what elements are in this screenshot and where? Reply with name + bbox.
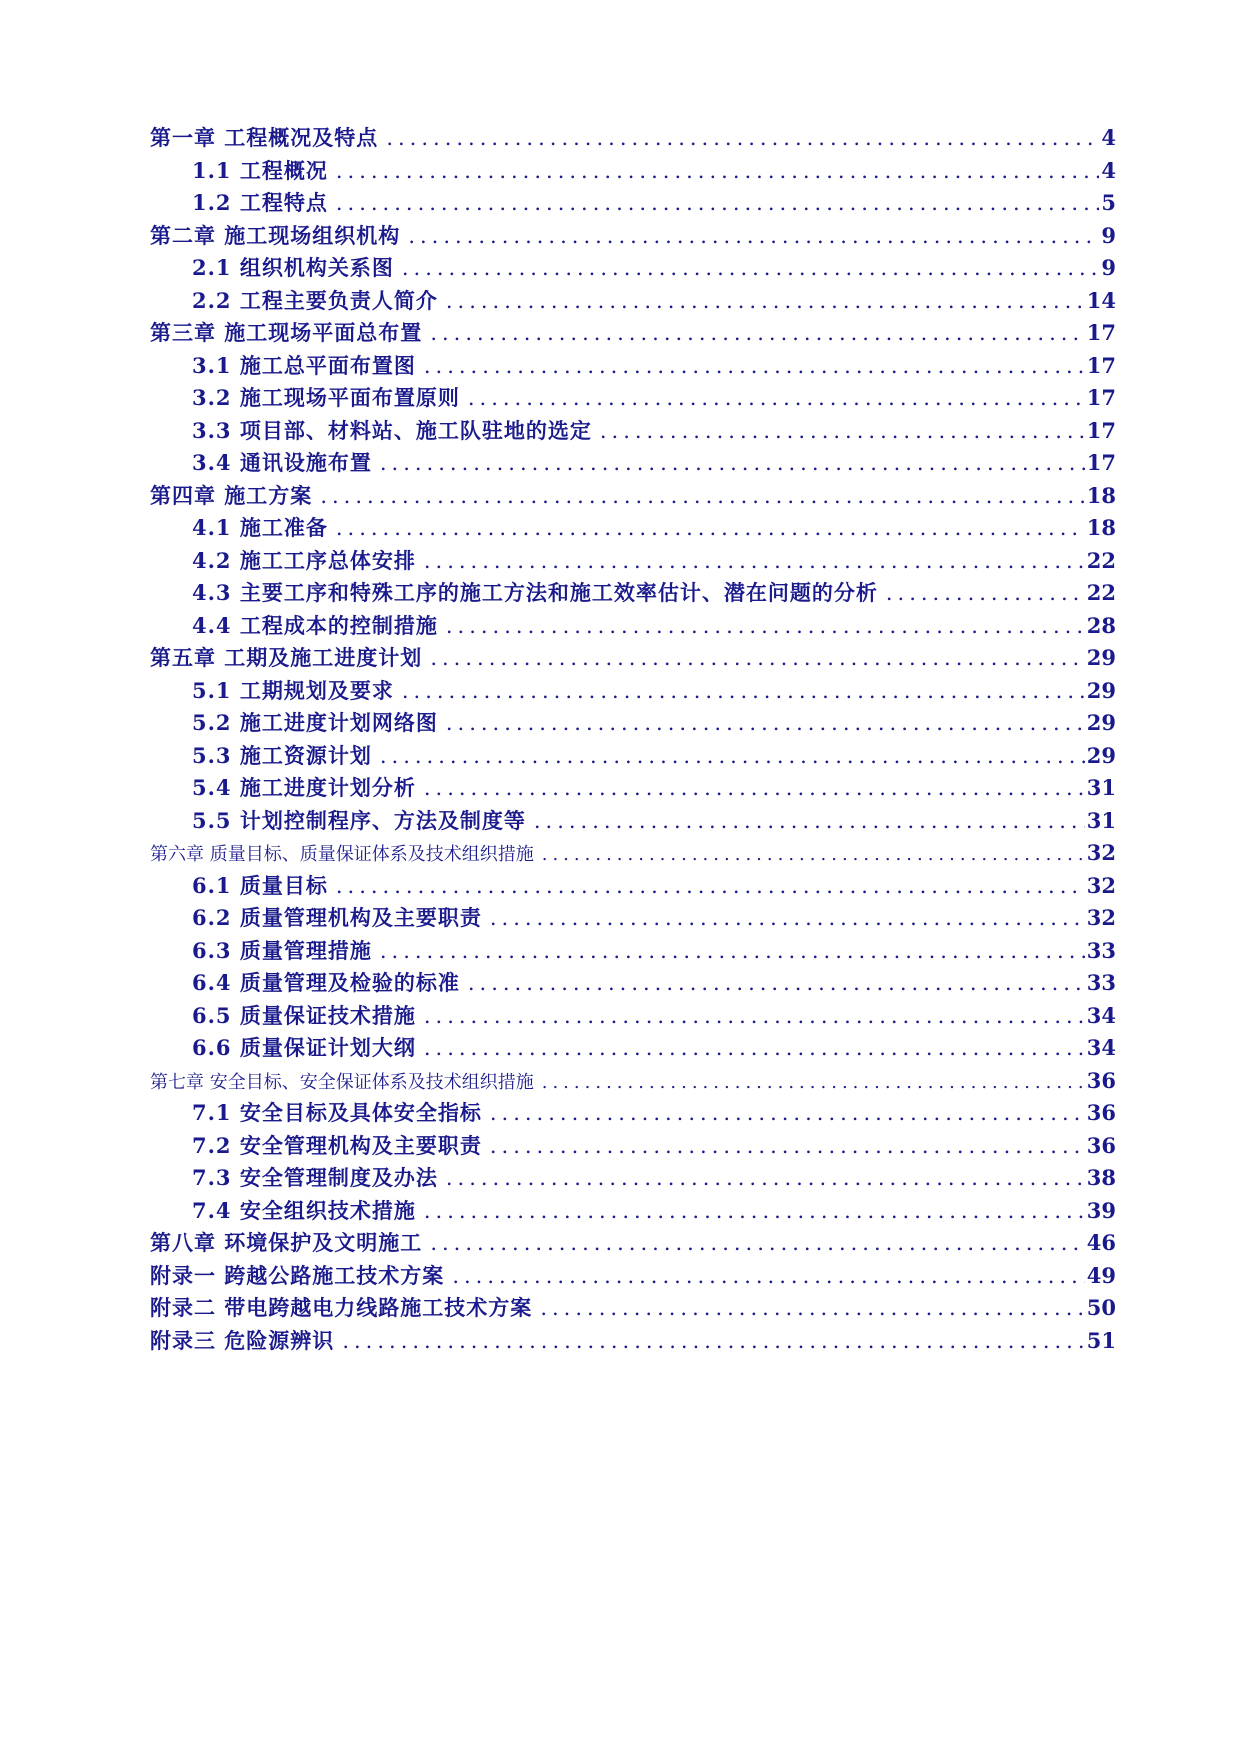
toc-page-number: 4: [1101, 157, 1116, 183]
toc-entry-title: 3.3 项目部、材料站、施工队驻地的选定: [192, 417, 592, 443]
toc-section-entry[interactable]: [150, 1162, 1116, 1195]
toc-entry-title: 4.1 施工准备: [192, 515, 328, 540]
toc-entry-title: 6.1 质量目标: [192, 872, 328, 898]
toc-dot-leader: [424, 1000, 1085, 1033]
toc-entry-title: 6.6 质量保证计划大纲: [192, 1035, 416, 1060]
toc-entry-title: 7.2 安全管理机构及主要职责: [192, 1132, 482, 1158]
toc-page-number: 33: [1086, 970, 1116, 995]
toc-section-entry[interactable]: [150, 512, 1116, 545]
toc-section-entry[interactable]: [150, 187, 1116, 220]
toc-page-number: 33: [1086, 937, 1116, 963]
toc-dot-leader: [342, 1325, 1084, 1358]
toc-dot-leader: [600, 415, 1085, 448]
toc-chapter-entry[interactable]: [150, 1292, 1116, 1325]
toc-page-number: 51: [1086, 1327, 1116, 1353]
toc-page-number: 22: [1086, 547, 1116, 573]
table-of-contents: [150, 122, 1116, 1357]
toc-page-number: 29: [1086, 710, 1116, 735]
toc-dot-leader: [386, 122, 1099, 155]
toc-entry-title: 2.2 工程主要负责人简介: [192, 287, 438, 313]
toc-dot-leader: [402, 252, 1100, 285]
toc-page-number: 9: [1101, 255, 1116, 280]
toc-dot-leader: [452, 1260, 1084, 1293]
toc-section-entry[interactable]: [150, 1097, 1116, 1130]
toc-chapter-entry[interactable]: [150, 220, 1116, 253]
toc-page-number: 17: [1086, 450, 1116, 475]
toc-dot-leader: [408, 220, 1099, 253]
toc-dot-leader: [424, 1032, 1085, 1065]
toc-dot-leader: [542, 1067, 1085, 1100]
toc-entry-title: 5.3 施工资源计划: [192, 742, 372, 768]
toc-entry-title: 3.2 施工现场平面布置原则: [192, 385, 460, 410]
toc-chapter-entry[interactable]: [150, 1227, 1116, 1260]
toc-entry-title: 2.1 组织机构关系图: [192, 255, 394, 280]
toc-entry-title: 6.3 质量管理措施: [192, 937, 372, 963]
toc-entry-title: 第二章 施工现场组织机构: [150, 222, 401, 248]
toc-page-number: 29: [1086, 742, 1116, 768]
toc-chapter-entry[interactable]: [150, 317, 1116, 350]
toc-entry-title: 第六章 质量目标、质量保证体系及技术组织措施: [150, 844, 534, 865]
toc-chapter-entry[interactable]: [150, 1325, 1116, 1358]
toc-entry-title: 第八章 环境保护及文明施工: [150, 1230, 423, 1255]
toc-page-number: 29: [1086, 677, 1116, 703]
toc-section-entry[interactable]: [150, 935, 1116, 968]
toc-section-entry[interactable]: [150, 285, 1116, 318]
toc-dot-leader: [540, 1292, 1084, 1325]
toc-entry-title: 3.4 通讯设施布置: [192, 450, 372, 475]
toc-page-number: 32: [1086, 872, 1116, 898]
toc-dot-leader: [490, 1130, 1085, 1163]
toc-page-number: 32: [1086, 840, 1116, 865]
toc-dot-leader: [424, 350, 1085, 383]
toc-entry-title: 7.3 安全管理制度及办法: [192, 1165, 438, 1190]
toc-entry-title: 附录一 跨越公路施工技术方案: [150, 1262, 445, 1288]
toc-page-number: 34: [1086, 1035, 1116, 1060]
toc-page-number: 50: [1086, 1295, 1116, 1320]
toc-dot-leader: [468, 967, 1085, 1000]
toc-dot-leader: [886, 577, 1085, 610]
toc-page-number: 17: [1086, 352, 1116, 378]
toc-dot-leader: [430, 642, 1084, 675]
toc-page-number: 29: [1086, 645, 1116, 670]
toc-section-entry[interactable]: [150, 155, 1116, 188]
toc-page-number: 17: [1086, 320, 1116, 345]
toc-section-entry[interactable]: [150, 382, 1116, 415]
toc-entry-title: 5.1 工期规划及要求: [192, 677, 394, 703]
toc-section-entry[interactable]: [150, 805, 1116, 838]
toc-entry-title: 7.1 安全目标及具体安全指标: [192, 1100, 482, 1125]
toc-dot-leader: [542, 839, 1085, 872]
toc-section-entry[interactable]: [150, 350, 1116, 383]
toc-chapter-entry[interactable]: [150, 1260, 1116, 1293]
toc-dot-leader: [336, 187, 1100, 220]
toc-dot-leader: [402, 675, 1085, 708]
toc-page-number: 36: [1086, 1132, 1116, 1158]
toc-entry-title: 第五章 工期及施工进度计划: [150, 645, 423, 670]
toc-chapter-entry[interactable]: [150, 642, 1116, 675]
toc-dot-leader: [336, 155, 1100, 188]
toc-section-entry[interactable]: [150, 577, 1116, 610]
toc-page-number: 46: [1086, 1230, 1116, 1255]
toc-dot-leader: [490, 902, 1085, 935]
toc-page-number: 4: [1101, 125, 1116, 150]
toc-entry-title: 3.1 施工总平面布置图: [192, 352, 416, 378]
toc-dot-leader: [430, 317, 1084, 350]
toc-chapter-entry[interactable]: [150, 480, 1116, 513]
toc-entry-title: 5.2 施工进度计划网络图: [192, 710, 438, 735]
toc-section-entry[interactable]: [150, 772, 1116, 805]
toc-dot-leader: [424, 1195, 1085, 1228]
toc-entry-title: 1.1 工程概况: [192, 157, 328, 183]
toc-entry-title: 4.2 施工工序总体安排: [192, 547, 416, 573]
toc-section-entry[interactable]: [150, 545, 1116, 578]
toc-dot-leader: [380, 935, 1085, 968]
toc-chapter-entry[interactable]: [150, 837, 1116, 870]
toc-page-number: 22: [1086, 580, 1116, 605]
toc-entry-title: 7.4 安全组织技术措施: [192, 1197, 416, 1223]
toc-entry-title: 1.2 工程特点: [192, 190, 328, 215]
toc-page-number: 18: [1086, 515, 1116, 540]
toc-entry-title: 4.3 主要工序和特殊工序的施工方法和施工效率估计、潜在问题的分析: [192, 580, 878, 605]
toc-chapter-entry[interactable]: [150, 122, 1116, 155]
toc-chapter-entry[interactable]: [150, 1065, 1116, 1098]
toc-entry-title: 附录二 带电跨越电力线路施工技术方案: [150, 1295, 533, 1320]
toc-section-entry[interactable]: [150, 740, 1116, 773]
toc-dot-leader: [490, 1097, 1085, 1130]
toc-entry-title: 5.5 计划控制程序、方法及制度等: [192, 807, 526, 833]
toc-page-number: 17: [1086, 385, 1116, 410]
toc-dot-leader: [430, 1227, 1084, 1260]
toc-section-entry[interactable]: [150, 870, 1116, 903]
toc-section-entry[interactable]: [150, 675, 1116, 708]
toc-page-number: 36: [1086, 1067, 1116, 1093]
toc-section-entry[interactable]: [150, 707, 1116, 740]
toc-section-entry[interactable]: [150, 610, 1116, 643]
toc-entry-title: 6.2 质量管理机构及主要职责: [192, 905, 482, 930]
toc-dot-leader: [320, 480, 1084, 513]
toc-section-entry[interactable]: [150, 415, 1116, 448]
toc-entry-title: 第一章 工程概况及特点: [150, 125, 379, 150]
toc-dot-leader: [534, 805, 1085, 838]
toc-section-entry[interactable]: [150, 447, 1116, 480]
toc-entry-title: 6.4 质量管理及检验的标准: [192, 970, 460, 995]
toc-dot-leader: [446, 707, 1085, 740]
toc-dot-leader: [446, 610, 1085, 643]
toc-page-number: 28: [1086, 612, 1116, 638]
toc-entry-title: 6.5 质量保证技术措施: [192, 1002, 416, 1028]
toc-page-number: 5: [1101, 190, 1116, 215]
toc-dot-leader: [468, 382, 1085, 415]
toc-dot-leader: [380, 447, 1085, 480]
toc-page-number: 31: [1086, 807, 1116, 833]
toc-page-number: 32: [1086, 905, 1116, 930]
toc-page-number: 34: [1086, 1002, 1116, 1028]
toc-page-number: 18: [1086, 482, 1116, 508]
toc-page-number: 38: [1086, 1165, 1116, 1190]
toc-dot-leader: [446, 1162, 1085, 1195]
toc-entry-title: 第四章 施工方案: [150, 482, 313, 508]
toc-entry-title: 附录三 危险源辨识: [150, 1327, 335, 1353]
toc-dot-leader: [424, 772, 1085, 805]
toc-entry-title: 第三章 施工现场平面总布置: [150, 320, 423, 345]
toc-page-number: 17: [1086, 417, 1116, 443]
toc-section-entry[interactable]: [150, 1130, 1116, 1163]
toc-dot-leader: [380, 740, 1085, 773]
toc-page-number: 39: [1086, 1197, 1116, 1223]
toc-dot-leader: [446, 285, 1085, 318]
toc-section-entry[interactable]: [150, 1032, 1116, 1065]
toc-dot-leader: [336, 870, 1085, 903]
toc-page-number: 9: [1101, 222, 1116, 248]
toc-section-entry[interactable]: [150, 967, 1116, 1000]
toc-dot-leader: [424, 545, 1085, 578]
toc-entry-title: 5.4 施工进度计划分析: [192, 775, 416, 800]
toc-page-number: 36: [1086, 1100, 1116, 1125]
toc-page-number: 14: [1086, 287, 1116, 313]
toc-entry-title: 第七章 安全目标、安全保证体系及技术组织措施: [150, 1071, 534, 1093]
toc-dot-leader: [336, 512, 1085, 545]
toc-section-entry[interactable]: [150, 902, 1116, 935]
toc-section-entry[interactable]: [150, 1000, 1116, 1033]
toc-page-number: 49: [1086, 1262, 1116, 1288]
toc-entry-title: 4.4 工程成本的控制措施: [192, 612, 438, 638]
toc-section-entry[interactable]: [150, 1195, 1116, 1228]
toc-section-entry[interactable]: [150, 252, 1116, 285]
toc-page-number: 31: [1086, 775, 1116, 800]
